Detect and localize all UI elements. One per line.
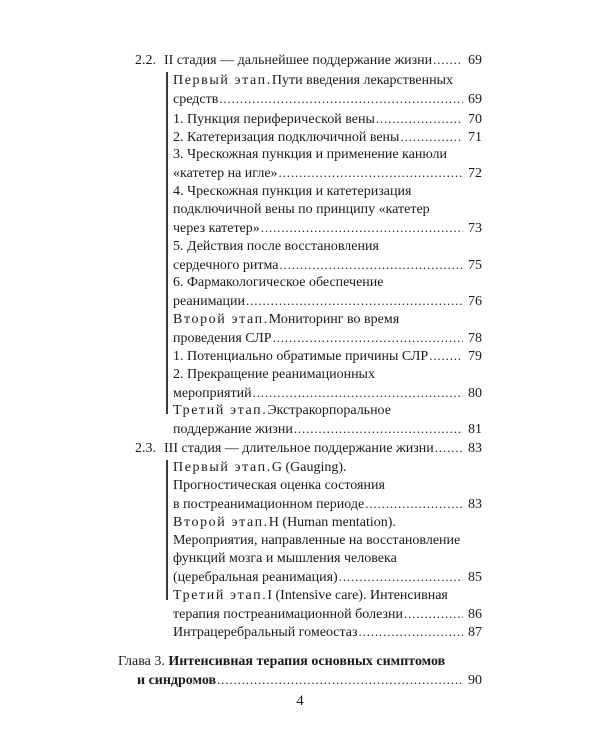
toc-entry xyxy=(173,328,482,348)
page-ref: 85 xyxy=(468,570,482,585)
leader-dots xyxy=(359,622,463,643)
stage-title: Мониторинг во время xyxy=(268,312,400,327)
item-title: 2. Катетеризация подключичной вены xyxy=(173,130,400,145)
page-ref: 83 xyxy=(468,441,482,456)
page-ref: 80 xyxy=(468,386,482,401)
item-title: 3. Чрескожная пункция и применение канюли xyxy=(173,147,447,162)
page-ref: 75 xyxy=(468,258,482,273)
toc-entry xyxy=(173,273,482,293)
item-title-cont: сердечного ритма xyxy=(173,258,279,273)
item-title: 5. Действия после восстановления xyxy=(173,239,379,254)
stage-label: Первый этап. xyxy=(173,460,272,475)
page-ref: 78 xyxy=(468,331,482,346)
leader-dots xyxy=(294,419,463,440)
page-ref: 87 xyxy=(468,625,482,640)
stage-title: Экстракорпоральное xyxy=(267,403,391,418)
toc-entry xyxy=(173,476,482,496)
stage-title-cont: поддержание жизни xyxy=(173,422,293,437)
toc-entry xyxy=(173,365,482,385)
toc-chapter xyxy=(137,670,482,690)
page-ref: 70 xyxy=(468,112,482,127)
chapter-title: Интенсивная терапия основных симптомов xyxy=(168,654,446,669)
leader-dots xyxy=(435,438,463,459)
leader-dots xyxy=(365,494,463,515)
page-number: 4 xyxy=(296,693,304,709)
stage-title-cont: Мероприятия, направленные на восстановление xyxy=(173,533,461,548)
page-ref: 73 xyxy=(468,221,482,236)
stage-title-cont: терапия постреанимационной болезни xyxy=(173,607,403,622)
stage-title-cont: (церебральная реанимация) xyxy=(173,570,338,585)
section-number: 2.3. xyxy=(135,441,156,456)
bracket-line xyxy=(166,460,168,600)
toc-entry xyxy=(173,218,482,238)
stage-title: Пути введения лекарственных xyxy=(271,73,453,88)
toc-chapter xyxy=(118,652,482,672)
leader-dots xyxy=(279,163,463,184)
item-title-cont: мероприятий xyxy=(173,386,252,401)
stage-label: Третий этап. xyxy=(173,403,268,418)
toc-entry xyxy=(122,50,482,70)
leader-dots xyxy=(217,670,463,691)
toc-entry xyxy=(173,346,482,366)
page-ref: 90 xyxy=(468,673,482,688)
toc-entry xyxy=(122,438,482,458)
page-ref: 86 xyxy=(468,607,482,622)
section-title: II стадия — дальнейшее поддержание жизни xyxy=(164,53,433,68)
item-title: 1. Потенциально обратимые причины СЛР xyxy=(173,349,429,364)
item-title: 4. Чрескожная пункция и катетеризация xyxy=(173,184,412,199)
item-title-cont: через катетер» xyxy=(173,221,260,236)
item-title: Интрацеребральный гомеостаз xyxy=(173,625,358,640)
stage-label: Третий этап. xyxy=(173,588,268,603)
item-title: 1. Пункция периферической вены xyxy=(173,112,375,127)
page-ref: 69 xyxy=(468,53,482,68)
toc-entry xyxy=(173,145,482,165)
chapter-prefix: Глава 3. xyxy=(118,654,169,669)
stage-title: G (Gauging). xyxy=(271,460,347,475)
toc-entry xyxy=(173,419,482,439)
stage-title-cont: проведения СЛР xyxy=(173,331,272,346)
toc-entry xyxy=(173,182,482,202)
stage-title: I (Intensive care). Интенсивная xyxy=(267,588,448,603)
toc-entry xyxy=(173,127,482,147)
page-ref: 81 xyxy=(468,422,482,437)
toc-entry xyxy=(173,291,482,311)
stage-label: Первый этап. xyxy=(173,73,272,88)
bracket-line xyxy=(166,72,168,414)
page-ref: 72 xyxy=(468,166,482,181)
page-ref: 71 xyxy=(468,130,482,145)
stage-label: Второй этап. xyxy=(173,312,269,327)
leader-dots xyxy=(433,50,463,71)
leader-dots xyxy=(246,291,463,312)
toc-entry xyxy=(173,531,482,551)
toc-entry xyxy=(173,383,482,403)
stage-title-cont: Прогностическая оценка состояния xyxy=(173,478,385,493)
toc-entry xyxy=(173,237,482,257)
stage-label: Второй этап. xyxy=(173,515,269,530)
toc-entry xyxy=(173,89,482,109)
chapter-title-cont: и синдромов xyxy=(137,673,217,688)
item-title: 2. Прекращение реанимационных xyxy=(173,367,375,382)
toc-entry xyxy=(173,71,482,91)
toc-entry xyxy=(173,586,482,606)
toc-entry xyxy=(173,604,482,624)
item-title-cont: реанимации xyxy=(173,294,246,309)
leader-dots xyxy=(429,346,463,367)
toc-entry xyxy=(173,567,482,587)
toc-entry xyxy=(173,513,482,533)
toc-entry xyxy=(173,622,482,642)
item-title: 6. Фармакологическое обеспечение xyxy=(173,275,384,290)
item-title-cont: «катетер на игле» xyxy=(173,166,278,181)
stage-title-cont: средств xyxy=(173,92,219,107)
page-ref: 69 xyxy=(468,92,482,107)
stage-title-cont: функций мозга и мышления человека xyxy=(173,551,397,566)
stage-title: H (Human mentation). xyxy=(268,515,396,530)
toc-entry xyxy=(173,255,482,275)
page-ref: 76 xyxy=(468,294,482,309)
toc-entry xyxy=(173,549,482,569)
leader-dots xyxy=(219,89,463,110)
toc-entry xyxy=(173,200,482,220)
section-title: III стадия — длительное поддержание жизни xyxy=(164,441,434,456)
page-ref: 83 xyxy=(468,497,482,512)
page-ref: 79 xyxy=(468,349,482,364)
stage-title-cont: в постреанимационном периоде xyxy=(173,497,365,512)
leader-dots xyxy=(339,567,463,588)
item-title-cont: подключичной вены по принципу «катетер xyxy=(173,202,430,217)
toc-entry xyxy=(173,401,482,421)
toc-entry xyxy=(173,458,482,478)
toc-entry xyxy=(173,310,482,330)
toc-entry xyxy=(173,163,482,183)
section-number: 2.2. xyxy=(135,53,156,68)
toc-entry xyxy=(173,109,482,129)
toc-entry xyxy=(173,494,482,514)
leader-dots xyxy=(261,218,463,239)
